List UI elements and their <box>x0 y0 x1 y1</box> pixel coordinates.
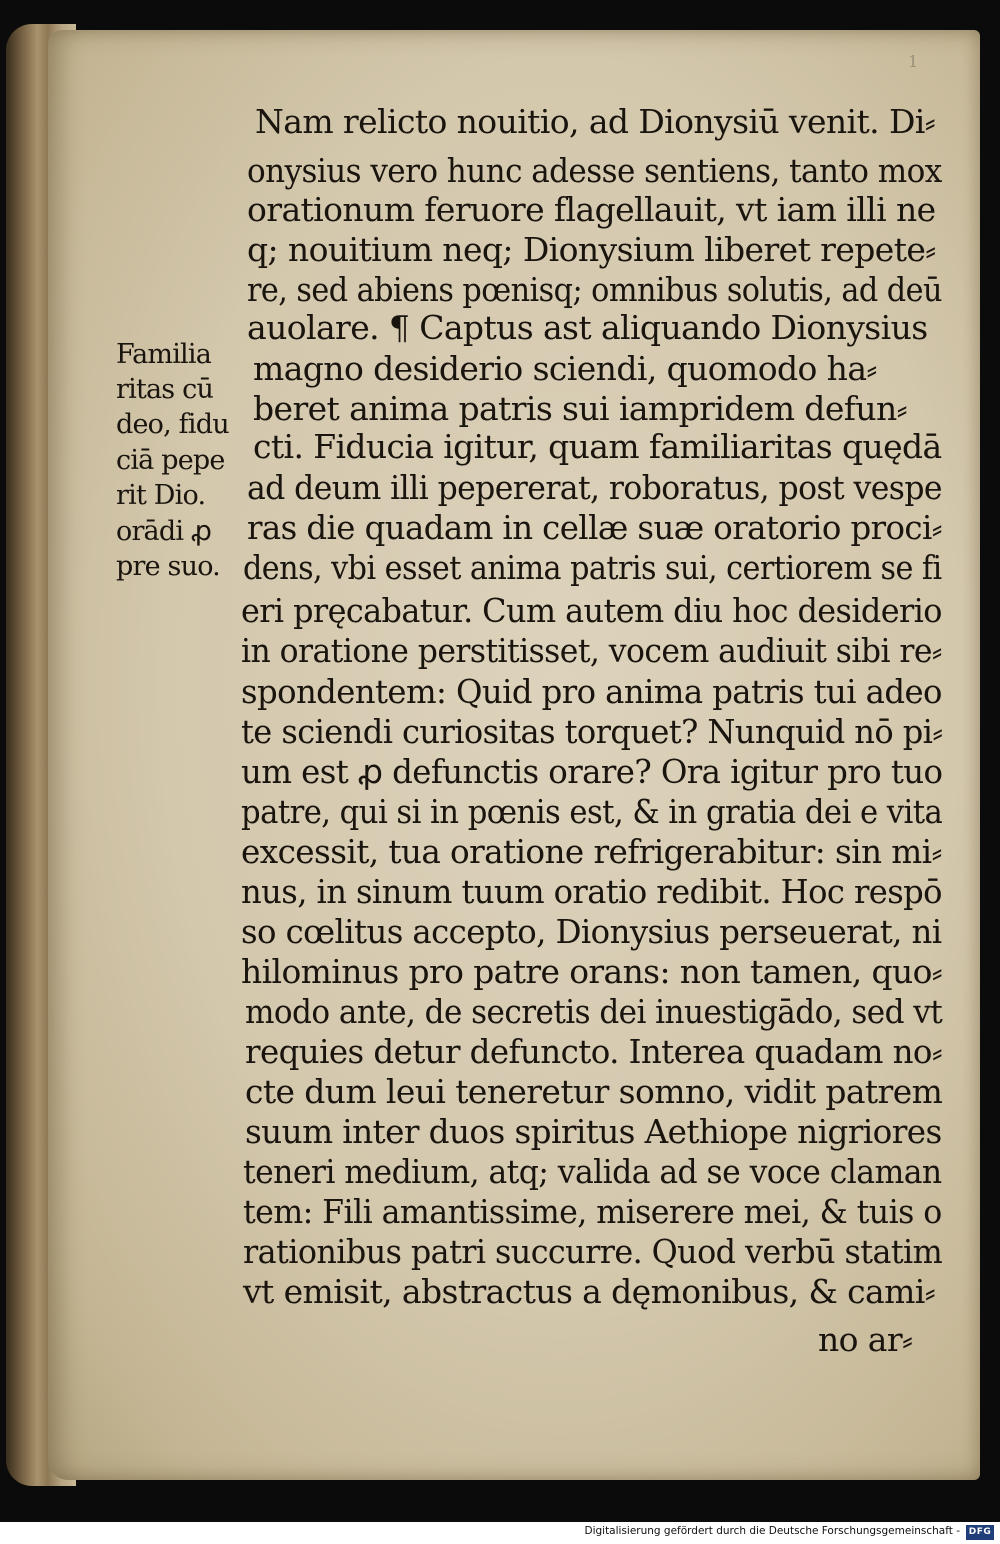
text-line: rationibus patri succurre. Quod verbū statim <box>243 1232 943 1271</box>
text-line: q; nouitium neq; Dionysium liberet repete⸗ <box>247 230 936 269</box>
text-line: so cœlitus accepto, Dionysius perseuerat, ni <box>241 912 942 951</box>
text-line: hilominus pro patre orans: non tamen, quo⸗ <box>241 952 943 991</box>
text-line: tem: Fili amantissime, miserere mei, & tuis o <box>243 1192 942 1231</box>
page-number-mark: 1 <box>908 52 919 71</box>
margin-note-line: pre suo. <box>116 551 220 582</box>
margin-note-line: ciā pepe <box>116 445 225 476</box>
text-line: onysius vero hunc adesse sentiens, tanto mox <box>247 151 942 190</box>
margin-note-line: rit Dio. <box>116 480 206 511</box>
text-line: magno desiderio sciendi, quomodo ha⸗ <box>253 349 877 388</box>
text-line: nus, in sinum tuum oratio redibit. Hoc respō <box>241 872 942 911</box>
text-line: teneri medium, atq; valida ad se voce claman <box>243 1152 942 1191</box>
margin-note-line: deo, fidu <box>116 409 229 440</box>
text-line: in oratione perstitisset, vocem audiuit sibi re⸗ <box>241 631 942 670</box>
text-line: dens, vbi esset anima patris sui, certiorem se fi <box>243 548 942 587</box>
text-line: eri pręcabatur. Cum autem diu hoc desiderio <box>241 591 942 630</box>
text-line: cti. Fiducia igitur, quam familiaritas quędā <box>253 427 942 466</box>
margin-note-line: ritas cū <box>116 374 214 405</box>
text-line: excessit, tua oratione refrigerabitur: sin mi⸗ <box>241 832 942 871</box>
margin-note-line: orādi ꝓ <box>116 516 212 547</box>
text-line: cte dum leui teneretur somno, vidit patrem <box>245 1072 943 1111</box>
text-line: patre, qui si in pœnis est, & in gratia dei e vita <box>241 792 943 831</box>
text-line: suum inter duos spiritus Aethiope nigriores <box>245 1112 942 1151</box>
text-line: auolare. ¶ Captus ast aliquando Dionysius <box>247 308 928 347</box>
footer-credit: Digitalisierung gefördert durch die Deutsche Forschungsgemeinschaft - <box>584 1525 960 1537</box>
footer-bar <box>0 1522 1000 1544</box>
text-line: spondentem: Quid pro anima patris tui adeo <box>241 672 942 711</box>
text-line: orationum feruore flagellauit, vt iam illi ne <box>247 190 936 229</box>
text-line: Nam relicto nouitio, ad Dionysiū venit. Di⸗ <box>255 102 936 141</box>
text-line: requies detur defuncto. Interea quadam no⸗ <box>245 1032 943 1071</box>
text-line: ad deum illi pepererat, roboratus, post vespe <box>247 468 942 507</box>
text-line: ras die quadam in cellæ suæ oratorio proci⸗ <box>247 508 942 547</box>
text-line: beret anima patris sui iampridem defun⸗ <box>253 389 908 428</box>
text-line: re, sed abiens pœnisq; omnibus solutis, ad deū <box>247 270 942 309</box>
text-line: um est ꝓ defunctis orare? Ora igitur pro tuo <box>241 752 943 791</box>
catchword: no ar⸗ <box>818 1320 913 1359</box>
text-line: vt emisit, abstractus a dęmonibus, & cami⸗ <box>243 1272 936 1311</box>
text-line: modo ante, de secretis dei inuestigādo, sed vt <box>245 992 943 1031</box>
text-line: te sciendi curiositas torquet? Nunquid nō pi⸗ <box>241 712 943 751</box>
margin-note-line: Familia <box>116 339 212 370</box>
dfg-logo-icon: DFG <box>966 1525 994 1540</box>
